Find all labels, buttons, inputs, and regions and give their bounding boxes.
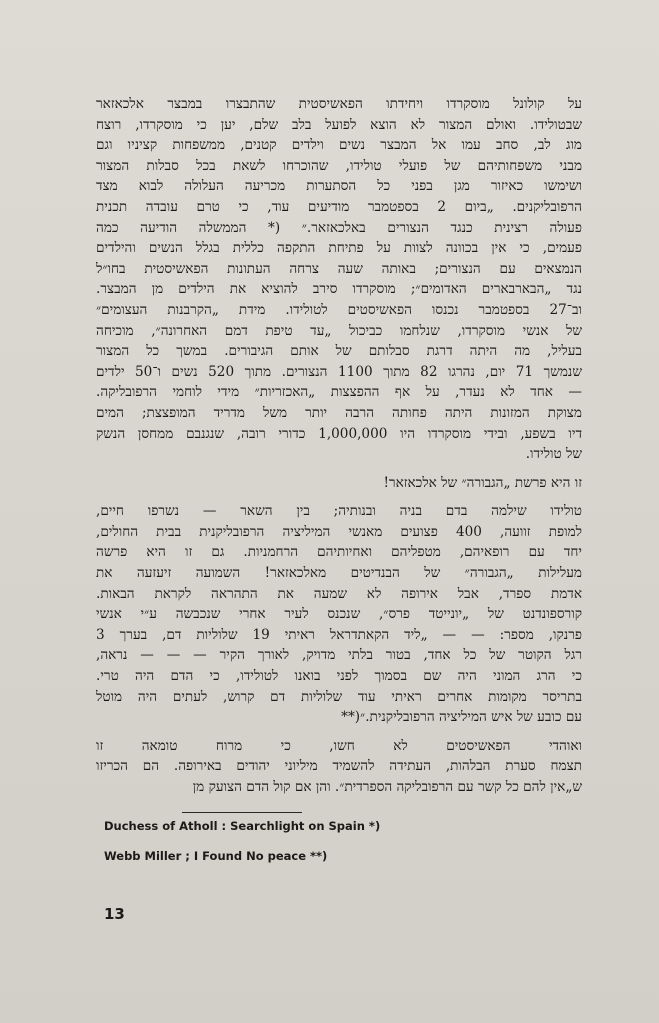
text-line: דיו בשפע, ובידי מוסקרדו היו 1,000,000 כדורי רובה, שנגנבם ממחסן הנשק	[96, 425, 582, 442]
paragraph-gap	[96, 493, 582, 501]
text-line: זו היא פרשת „הגבורה״ של אלכאזאר!	[383, 474, 582, 491]
text-line: מצוקת המזונות היתה פחותה הרבה יותר משל מדריד המופצצת; המים	[96, 404, 582, 421]
text-line: יחד עם רופאיהם, מטפליהם ואחיותיהם הרחמניות. גם זו היא פרשה	[96, 544, 582, 561]
paragraph-gap	[96, 465, 582, 473]
paragraph	[96, 473, 582, 494]
text-line: פרנקו, מספר: — — „ליד הקאתדראל ראיתי 19 שלוליות דם, בערך 3	[96, 626, 582, 643]
text-line: הרפובליקנים. „ביום 2 בספטמבר מודיעים עוד, כי טרם עובדה תכנית	[96, 198, 582, 215]
text-line: עם כובע של איש המיליציה הרפובליקנית.״(**	[341, 709, 582, 726]
text-line: כי הרג המוני היה שם בסמוך לפני בואנו לטולידו, כי הדם היה טרי.	[96, 668, 582, 685]
text-line: ש„אין להם כל קשר עם הרפובליקה הספרדית״. והן אם קול הדם הצועק מן	[192, 779, 582, 795]
text-line: של אנשי מוסקרדו, שנלחמו כביכול „עד טיפת דמם האחרונה״, מוכיחה	[96, 322, 582, 339]
text-line: וב־27 בספטמבר נכנסו הפאשיסטים לטולידו. מידת „הקרבנות העצומים״	[96, 301, 582, 318]
text-line: אדמת ספרד, אבל אירופה לא שמעה את התהראה לקראת הבאות.	[96, 585, 582, 602]
footnote-1: Duchess of Atholl : Searchlight on Spain *)	[104, 819, 381, 833]
text-line: הנמצאים עם הנצורים; באותה שעה צרחה העתונות הפאשיסטית בחו״ל	[96, 260, 582, 277]
text-line: על קולונל מוסקרדו ויחידתו הפאשיסטית שהתבצרו במבצר אלכאזאר	[96, 96, 582, 112]
text-line: קורספונדנט של „יונייטד פרס״, שנכנס לעיר אחרי שנכבשה ע״י אנשי	[96, 606, 582, 623]
text-line: שבטולידו. ואולם המצור לא הוצא לפועל בלב שלם, יען כי מוסקרדו, רוצח	[96, 116, 582, 133]
text-line: פעולה רצינית כנגד הנצורים באלכאזאר.״ (* הממשלה הודיעה כמה	[96, 219, 582, 236]
footnote-2: Webb Miller ; I Found No peace **)	[104, 849, 328, 863]
text-line: תצמח סערת הבלהות, העתידה להשמיד מיליוני יהודים באירופה. הם הכריזו	[96, 758, 582, 775]
text-line: ואוהדי הפאשיסטים לא חשו, כי מרוח טומאה זו	[96, 737, 582, 754]
paragraph-gap	[96, 728, 582, 736]
text-line: נגד „הבארבארים האדומים״; מוסקרדו סירב להוציא את הילדים מן המבצר.	[96, 281, 582, 298]
text-line: שנמשך 71 יום, נהרגו 82 מתוך 1100 הנצורים. מתוך 520 נשים ו־50 ילדים	[96, 363, 582, 380]
paragraph	[96, 94, 582, 465]
text-line: פעמים, כי אין בכוונה לצוות על פתיחת התקפה כללית בגלל הנשים והילדים	[96, 240, 582, 257]
text-line: בעליל, מה היתה דרגת סבלותם של אותם הגיבורים. במשך כל המצור	[96, 343, 582, 360]
text-line: רגל הקוטר של כל אחד, בטור בלתי מדויק, לאורך הקיר — — — נראה,	[96, 647, 582, 664]
handwritten-underline	[182, 812, 302, 813]
page-number: 13	[104, 905, 125, 923]
text-line: טולידו שילמה בדם בניה ובנותיה; בין השאר — נשרפו חיים,	[96, 503, 582, 520]
text-line: של טולידו.	[525, 446, 582, 463]
paragraph	[96, 501, 582, 728]
paragraph	[96, 736, 582, 798]
text-line: — אחד לא נעדר, על אף ההפצצות „האכזריות״ מידי לוחמי הרפובליקה.	[96, 384, 582, 401]
text-line: למופת זוועה, 400 פצועים מאנשי המיליציה הרפובליקנית בבית החולים,	[96, 523, 582, 540]
text-line: מבני משפחותיהם של פועלי טולידו, שהוכרחו לשאת בכל סבלות המצור	[96, 157, 582, 174]
hebrew-body-text	[96, 94, 582, 798]
text-line: ושימשו כאיזור מגן בפני כל הסתערות מכריעה העלולה לבוא מצד	[96, 178, 582, 195]
footnotes	[104, 815, 544, 867]
text-line: בתריסר מקומות אחרים ראיתי עוד שלוליות דם קרוש, לעתים היה מוטל	[96, 688, 582, 705]
text-line: מעלילות „הגבורה״ של הבנדיטים מאלכאזאר! השמועה זיעזעה את	[96, 565, 582, 582]
text-line: מוג לב, סחב עמו אל המבצר נשים וילדים קטנים, ממשפחות קציניו וגם	[96, 137, 582, 154]
